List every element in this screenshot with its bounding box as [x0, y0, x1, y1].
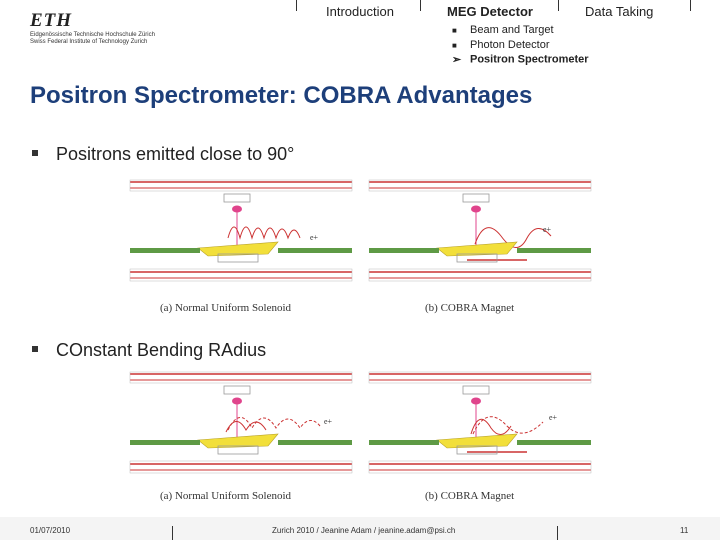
- positron-label: e+: [324, 417, 333, 426]
- footer-page-number: 11: [680, 526, 689, 535]
- bullet-text: Positrons emitted close to 90°: [56, 144, 295, 164]
- nav-data-taking[interactable]: Data Taking: [585, 4, 654, 19]
- nav-separator: [558, 0, 559, 11]
- subnav-label: Positron Spectrometer: [470, 53, 589, 66]
- subnav-beam-target[interactable]: [452, 24, 554, 36]
- bullet-positrons-90deg: [32, 144, 294, 165]
- square-bullet-icon: [32, 346, 38, 352]
- arrow-bullet-icon: ➢: [452, 54, 462, 66]
- logo-line-2: Swiss Federal Institute of Technology Zurich: [30, 39, 148, 45]
- nav-separator: [296, 0, 297, 11]
- bullet-constant-bending-radius: [32, 340, 266, 361]
- figure-normal-solenoid-2: [128, 368, 356, 478]
- bullet-text: COnstant Bending RAdius: [56, 340, 267, 360]
- figure-cobra-magnet-2: [367, 368, 595, 478]
- subnav-positron-spectrometer[interactable]: [452, 53, 589, 66]
- positron-label: e+: [549, 413, 558, 422]
- positron-label: e+: [543, 225, 552, 234]
- footer-date: 01/07/2010: [30, 526, 71, 535]
- subnav-label: Photon Detector: [470, 39, 550, 51]
- caption-normal-solenoid: (a) Normal Uniform Solenoid: [160, 302, 292, 314]
- figure-normal-solenoid-1: [128, 176, 356, 286]
- eth-logo: ETH: [30, 10, 73, 31]
- caption-normal-solenoid: (a) Normal Uniform Solenoid: [160, 490, 292, 502]
- footer-separator: [557, 526, 558, 540]
- square-bullet-icon: ■: [452, 25, 457, 35]
- caption-cobra-magnet: (b) COBRA Magnet: [425, 302, 515, 314]
- nav-meg-detector[interactable]: MEG Detector: [447, 4, 533, 19]
- footer-center-text: Zurich 2010 / Jeanine Adam / jeanine.adam@psi.ch: [272, 526, 456, 535]
- subnav-label: Beam and Target: [470, 24, 554, 36]
- nav-introduction[interactable]: Introduction: [326, 4, 394, 19]
- positron-label: e+: [310, 233, 319, 242]
- footer-separator: [172, 526, 173, 540]
- caption-cobra-magnet: (b) COBRA Magnet: [425, 490, 515, 502]
- slide-title: Positron Spectrometer: COBRA Advantages: [30, 82, 533, 109]
- figure-cobra-magnet-1: [367, 176, 595, 286]
- square-bullet-icon: ■: [452, 40, 457, 50]
- nav-separator: [420, 0, 421, 11]
- nav-separator: [690, 0, 691, 11]
- logo-line-1: Eidgenössische Technische Hochschule Zürich: [30, 32, 155, 38]
- square-bullet-icon: [32, 150, 38, 156]
- subnav-photon-detector[interactable]: [452, 39, 550, 51]
